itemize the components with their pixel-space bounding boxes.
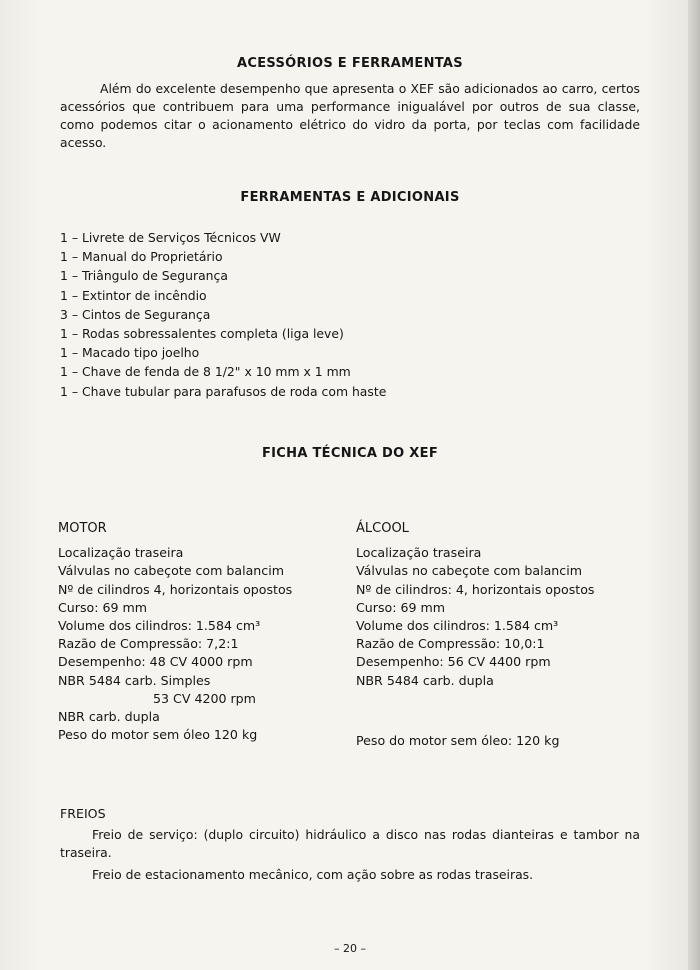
list-item: 1 – Manual do Proprietário — [60, 249, 223, 265]
list-item: 1 – Chave de fenda de 8 1/2" x 10 mm x 1 mm — [60, 364, 351, 380]
heading-spec-sheet: FICHA TÉCNICA DO XEF — [261, 446, 438, 461]
list-item: 1 – Livrete de Serviços Técnicos VW — [60, 230, 281, 245]
spec-line: Razão de Compressão: 7,2:1 — [58, 636, 239, 652]
spec-line: NBR carb. dupla — [58, 709, 160, 725]
tools-list — [60, 228, 620, 401]
spec-line: Nº de cilindros 4, horizontais opostos — [58, 581, 293, 597]
page-number: – 20 – — [334, 942, 366, 955]
motor-column — [58, 520, 328, 744]
accessories-text: Além do excelente desempenho que apresenta o XEF são adicionados ao carro, certos acessórios que contribuem para uma performance inigualável por outros de sua classe, como podemos citar o acionamento elétrico do vidro da porta, por teclas com facilidade acesso. — [60, 81, 640, 150]
spec-line: NBR 5484 carb. Simples — [58, 672, 211, 688]
spec-line: Localização traseira — [58, 545, 184, 561]
spec-line: Volume dos cilindros: 1.584 cm³ — [58, 618, 261, 634]
spec-line: Razão de Compressão: 10,0:1 — [356, 636, 545, 652]
list-item: 1 – Macado tipo joelho — [60, 345, 200, 361]
spec-line: Válvulas no cabeçote com balancim — [58, 563, 284, 579]
spec-line: Curso: 69 mm — [58, 599, 148, 615]
spec-line: Nº de cilindros: 4, horizontais opostos — [356, 581, 595, 597]
brakes-title: FREIOS — [60, 806, 106, 821]
motor-title: MOTOR — [58, 521, 107, 536]
page-edge — [688, 0, 700, 970]
spec-line: NBR 5484 carb. dupla — [356, 672, 494, 688]
brakes-paragraph-2: Freio de estacionamento mecânico, com ação sobre as rodas traseiras. — [92, 867, 534, 882]
alcool-title: ÁLCOOL — [356, 521, 409, 536]
spec-line: Desempenho: 48 CV 4000 rpm — [58, 654, 253, 670]
list-item: 1 – Triângulo de Segurança — [60, 268, 228, 284]
heading-tools: FERRAMENTAS E ADICIONAIS — [240, 190, 460, 205]
spec-line: Volume dos cilindros: 1.584 cm³ — [356, 618, 559, 634]
spec-line: 53 CV 4200 rpm — [153, 690, 256, 706]
spec-line: Peso do motor sem óleo: 120 kg — [356, 732, 560, 748]
list-item: 1 – Chave tubular para parafusos de roda com haste — [60, 383, 387, 399]
spec-line: Peso do motor sem óleo 120 kg — [58, 727, 258, 743]
heading-accessories: ACESSÓRIOS E FERRAMENTAS — [237, 56, 463, 71]
brakes-paragraph-1: Freio de serviço: (duplo circuito) hidráulico a disco nas rodas dianteiras e tambor na traseira. — [60, 827, 640, 860]
brakes-text — [60, 826, 640, 888]
alcool-column — [356, 520, 626, 750]
list-item: 3 – Cintos de Segurança — [60, 306, 211, 322]
spec-line: Localização traseira — [356, 545, 482, 561]
list-item: 1 – Rodas sobressalentes completa (liga leve) — [60, 326, 344, 342]
spec-line: Curso: 69 mm — [356, 599, 446, 615]
spec-line: Desempenho: 56 CV 4400 rpm — [356, 654, 551, 670]
accessories-paragraph — [60, 80, 640, 152]
spec-line: Válvulas no cabeçote com balancim — [356, 563, 582, 579]
list-item: 1 – Extintor de incêndio — [60, 287, 207, 303]
